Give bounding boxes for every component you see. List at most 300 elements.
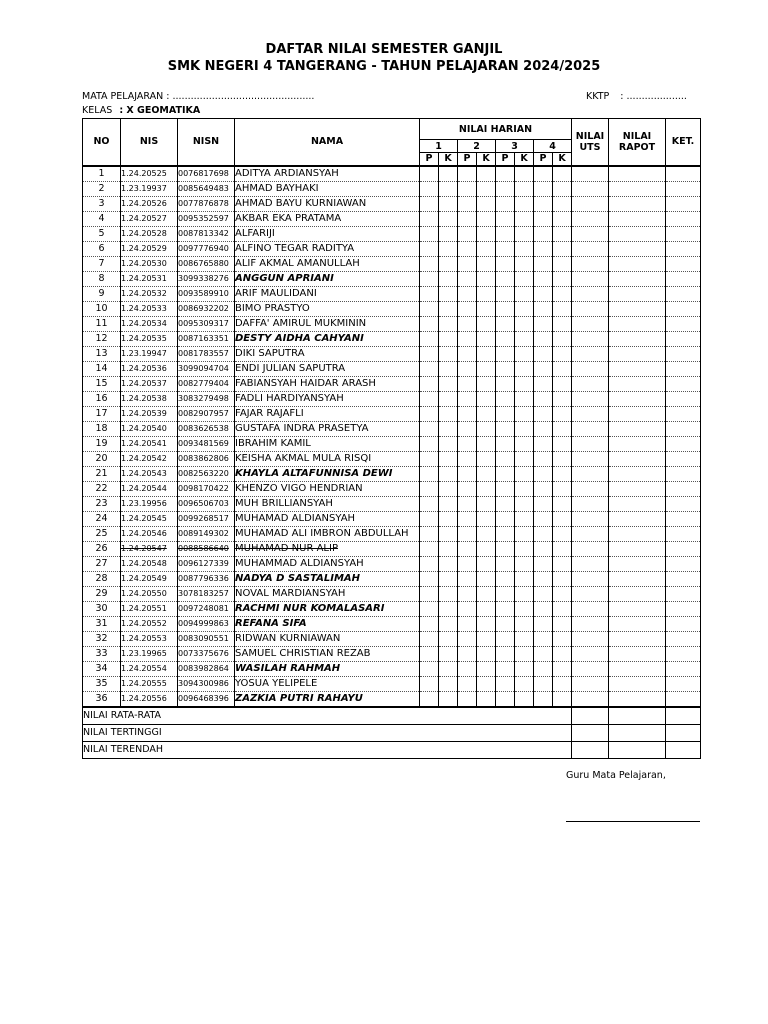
grade-cell[interactable]: [515, 346, 534, 361]
grade-cell[interactable]: [477, 691, 496, 707]
grade-cell[interactable]: [420, 301, 439, 316]
grade-cell[interactable]: [496, 346, 515, 361]
grade-cell[interactable]: [496, 451, 515, 466]
rapot-cell[interactable]: [609, 196, 666, 211]
uts-cell[interactable]: [572, 211, 609, 226]
ket-cell[interactable]: [666, 691, 701, 707]
grade-cell[interactable]: [439, 406, 458, 421]
uts-cell[interactable]: [572, 526, 609, 541]
uts-cell[interactable]: [572, 646, 609, 661]
grade-cell[interactable]: [477, 361, 496, 376]
grade-cell[interactable]: [553, 571, 572, 586]
grade-cell[interactable]: [534, 226, 553, 241]
ket-cell[interactable]: [666, 616, 701, 631]
grade-cell[interactable]: [439, 301, 458, 316]
rapot-cell[interactable]: [609, 496, 666, 511]
grade-cell[interactable]: [496, 316, 515, 331]
grade-cell[interactable]: [534, 241, 553, 256]
grade-cell[interactable]: [458, 631, 477, 646]
rapot-cell[interactable]: [609, 466, 666, 481]
grade-cell[interactable]: [458, 481, 477, 496]
grade-cell[interactable]: [496, 241, 515, 256]
rapot-cell[interactable]: [609, 286, 666, 301]
uts-cell[interactable]: [572, 376, 609, 391]
grade-cell[interactable]: [439, 316, 458, 331]
rapot-cell[interactable]: [609, 691, 666, 707]
grade-cell[interactable]: [477, 646, 496, 661]
grade-cell[interactable]: [534, 406, 553, 421]
grade-cell[interactable]: [439, 691, 458, 707]
grade-cell[interactable]: [515, 271, 534, 286]
grade-cell[interactable]: [534, 601, 553, 616]
grade-cell[interactable]: [553, 676, 572, 691]
grade-cell[interactable]: [477, 496, 496, 511]
grade-cell[interactable]: [534, 511, 553, 526]
ket-cell[interactable]: [666, 436, 701, 451]
grade-cell[interactable]: [458, 331, 477, 346]
grade-cell[interactable]: [534, 556, 553, 571]
ket-cell[interactable]: [666, 481, 701, 496]
grade-cell[interactable]: [534, 256, 553, 271]
grade-cell[interactable]: [477, 286, 496, 301]
grade-cell[interactable]: [515, 451, 534, 466]
rapot-cell[interactable]: [609, 256, 666, 271]
rapot-cell[interactable]: [609, 586, 666, 601]
grade-cell[interactable]: [420, 211, 439, 226]
ket-cell[interactable]: [666, 286, 701, 301]
grade-cell[interactable]: [477, 451, 496, 466]
grade-cell[interactable]: [534, 286, 553, 301]
grade-cell[interactable]: [477, 196, 496, 211]
grade-cell[interactable]: [553, 241, 572, 256]
grade-cell[interactable]: [515, 601, 534, 616]
grade-cell[interactable]: [553, 541, 572, 556]
grade-cell[interactable]: [496, 331, 515, 346]
grade-cell[interactable]: [420, 286, 439, 301]
grade-cell[interactable]: [496, 481, 515, 496]
grade-cell[interactable]: [534, 676, 553, 691]
grade-cell[interactable]: [458, 586, 477, 601]
grade-cell[interactable]: [439, 571, 458, 586]
grade-cell[interactable]: [496, 196, 515, 211]
grade-cell[interactable]: [420, 541, 439, 556]
grade-cell[interactable]: [534, 331, 553, 346]
rapot-cell[interactable]: [609, 556, 666, 571]
grade-cell[interactable]: [439, 196, 458, 211]
grade-cell[interactable]: [515, 691, 534, 707]
grade-cell[interactable]: [477, 241, 496, 256]
uts-cell[interactable]: [572, 166, 609, 182]
grade-cell[interactable]: [477, 316, 496, 331]
rapot-cell[interactable]: [609, 601, 666, 616]
grade-cell[interactable]: [534, 316, 553, 331]
grade-cell[interactable]: [477, 271, 496, 286]
ket-cell[interactable]: [666, 301, 701, 316]
grade-cell[interactable]: [420, 271, 439, 286]
uts-cell[interactable]: [572, 256, 609, 271]
grade-cell[interactable]: [534, 436, 553, 451]
grade-cell[interactable]: [534, 466, 553, 481]
grade-cell[interactable]: [439, 586, 458, 601]
grade-cell[interactable]: [515, 616, 534, 631]
uts-cell[interactable]: [572, 316, 609, 331]
grade-cell[interactable]: [477, 466, 496, 481]
grade-cell[interactable]: [515, 676, 534, 691]
grade-cell[interactable]: [515, 391, 534, 406]
grade-cell[interactable]: [458, 301, 477, 316]
grade-cell[interactable]: [458, 391, 477, 406]
grade-cell[interactable]: [534, 451, 553, 466]
grade-cell[interactable]: [534, 301, 553, 316]
rapot-cell[interactable]: [609, 331, 666, 346]
rapot-cell[interactable]: [609, 451, 666, 466]
grade-cell[interactable]: [534, 481, 553, 496]
grade-cell[interactable]: [458, 181, 477, 196]
grade-cell[interactable]: [439, 166, 458, 182]
grade-cell[interactable]: [553, 391, 572, 406]
grade-cell[interactable]: [515, 361, 534, 376]
grade-cell[interactable]: [553, 361, 572, 376]
grade-cell[interactable]: [496, 421, 515, 436]
ket-cell[interactable]: [666, 166, 701, 182]
grade-cell[interactable]: [439, 556, 458, 571]
grade-cell[interactable]: [553, 301, 572, 316]
grade-cell[interactable]: [420, 466, 439, 481]
grade-cell[interactable]: [439, 511, 458, 526]
rapot-cell[interactable]: [609, 676, 666, 691]
grade-cell[interactable]: [496, 436, 515, 451]
grade-cell[interactable]: [496, 256, 515, 271]
grade-cell[interactable]: [439, 481, 458, 496]
grade-cell[interactable]: [553, 496, 572, 511]
grade-cell[interactable]: [534, 541, 553, 556]
grade-cell[interactable]: [439, 361, 458, 376]
rapot-cell[interactable]: [609, 361, 666, 376]
uts-cell[interactable]: [572, 481, 609, 496]
grade-cell[interactable]: [420, 631, 439, 646]
ket-cell[interactable]: [666, 556, 701, 571]
grade-cell[interactable]: [553, 346, 572, 361]
grade-cell[interactable]: [420, 601, 439, 616]
grade-cell[interactable]: [458, 166, 477, 182]
ket-cell[interactable]: [666, 346, 701, 361]
grade-cell[interactable]: [553, 661, 572, 676]
grade-cell[interactable]: [553, 511, 572, 526]
grade-cell[interactable]: [553, 586, 572, 601]
grade-cell[interactable]: [477, 346, 496, 361]
uts-cell[interactable]: [572, 511, 609, 526]
grade-cell[interactable]: [439, 241, 458, 256]
ket-cell[interactable]: [666, 646, 701, 661]
grade-cell[interactable]: [477, 181, 496, 196]
grade-cell[interactable]: [553, 376, 572, 391]
grade-cell[interactable]: [496, 166, 515, 182]
grade-cell[interactable]: [458, 286, 477, 301]
grade-cell[interactable]: [420, 571, 439, 586]
grade-cell[interactable]: [515, 646, 534, 661]
grade-cell[interactable]: [515, 226, 534, 241]
ket-summary-cell[interactable]: [666, 741, 701, 758]
uts-cell[interactable]: [572, 361, 609, 376]
grade-cell[interactable]: [439, 646, 458, 661]
grade-cell[interactable]: [458, 571, 477, 586]
grade-cell[interactable]: [534, 196, 553, 211]
grade-cell[interactable]: [553, 316, 572, 331]
grade-cell[interactable]: [439, 466, 458, 481]
grade-cell[interactable]: [439, 601, 458, 616]
ket-summary-cell[interactable]: [666, 724, 701, 741]
grade-cell[interactable]: [553, 256, 572, 271]
rapot-summary-cell[interactable]: [609, 707, 666, 725]
grade-cell[interactable]: [553, 406, 572, 421]
grade-cell[interactable]: [515, 331, 534, 346]
grade-cell[interactable]: [553, 271, 572, 286]
uts-cell[interactable]: [572, 301, 609, 316]
grade-cell[interactable]: [458, 271, 477, 286]
grade-cell[interactable]: [420, 406, 439, 421]
grade-cell[interactable]: [553, 616, 572, 631]
grade-cell[interactable]: [496, 526, 515, 541]
grade-cell[interactable]: [496, 676, 515, 691]
grade-cell[interactable]: [496, 301, 515, 316]
rapot-cell[interactable]: [609, 346, 666, 361]
grade-cell[interactable]: [534, 346, 553, 361]
uts-cell[interactable]: [572, 436, 609, 451]
grade-cell[interactable]: [477, 676, 496, 691]
grade-cell[interactable]: [534, 586, 553, 601]
ket-cell[interactable]: [666, 586, 701, 601]
grade-cell[interactable]: [496, 391, 515, 406]
grade-cell[interactable]: [496, 406, 515, 421]
grade-cell[interactable]: [515, 466, 534, 481]
grade-cell[interactable]: [496, 646, 515, 661]
grade-cell[interactable]: [458, 361, 477, 376]
grade-cell[interactable]: [515, 286, 534, 301]
rapot-cell[interactable]: [609, 376, 666, 391]
grade-cell[interactable]: [439, 526, 458, 541]
uts-summary-cell[interactable]: [572, 707, 609, 725]
ket-cell[interactable]: [666, 466, 701, 481]
rapot-cell[interactable]: [609, 541, 666, 556]
uts-cell[interactable]: [572, 601, 609, 616]
grade-cell[interactable]: [439, 616, 458, 631]
grade-cell[interactable]: [553, 211, 572, 226]
grade-cell[interactable]: [477, 541, 496, 556]
grade-cell[interactable]: [515, 196, 534, 211]
uts-cell[interactable]: [572, 571, 609, 586]
grade-cell[interactable]: [420, 256, 439, 271]
grade-cell[interactable]: [496, 271, 515, 286]
rapot-summary-cell[interactable]: [609, 724, 666, 741]
rapot-cell[interactable]: [609, 181, 666, 196]
grade-cell[interactable]: [420, 481, 439, 496]
grade-cell[interactable]: [458, 661, 477, 676]
grade-cell[interactable]: [496, 616, 515, 631]
ket-cell[interactable]: [666, 241, 701, 256]
grade-cell[interactable]: [534, 661, 553, 676]
rapot-cell[interactable]: [609, 646, 666, 661]
ket-cell[interactable]: [666, 676, 701, 691]
grade-cell[interactable]: [420, 646, 439, 661]
ket-cell[interactable]: [666, 211, 701, 226]
rapot-cell[interactable]: [609, 436, 666, 451]
ket-cell[interactable]: [666, 406, 701, 421]
grade-cell[interactable]: [420, 166, 439, 182]
grade-cell[interactable]: [515, 241, 534, 256]
grade-cell[interactable]: [439, 541, 458, 556]
grade-cell[interactable]: [515, 256, 534, 271]
grade-cell[interactable]: [534, 571, 553, 586]
uts-cell[interactable]: [572, 331, 609, 346]
grade-cell[interactable]: [496, 631, 515, 646]
grade-cell[interactable]: [553, 691, 572, 707]
grade-cell[interactable]: [420, 241, 439, 256]
grade-cell[interactable]: [477, 166, 496, 182]
grade-cell[interactable]: [420, 346, 439, 361]
uts-cell[interactable]: [572, 556, 609, 571]
grade-cell[interactable]: [496, 541, 515, 556]
grade-cell[interactable]: [496, 571, 515, 586]
ket-cell[interactable]: [666, 526, 701, 541]
grade-cell[interactable]: [534, 496, 553, 511]
grade-cell[interactable]: [420, 691, 439, 707]
grade-cell[interactable]: [534, 391, 553, 406]
grade-cell[interactable]: [534, 376, 553, 391]
grade-cell[interactable]: [477, 301, 496, 316]
grade-cell[interactable]: [477, 256, 496, 271]
rapot-cell[interactable]: [609, 406, 666, 421]
grade-cell[interactable]: [420, 616, 439, 631]
uts-cell[interactable]: [572, 271, 609, 286]
grade-cell[interactable]: [496, 226, 515, 241]
grade-cell[interactable]: [553, 436, 572, 451]
grade-cell[interactable]: [477, 436, 496, 451]
grade-cell[interactable]: [458, 451, 477, 466]
grade-cell[interactable]: [458, 691, 477, 707]
rapot-cell[interactable]: [609, 526, 666, 541]
grade-cell[interactable]: [515, 526, 534, 541]
grade-cell[interactable]: [458, 436, 477, 451]
uts-cell[interactable]: [572, 226, 609, 241]
grade-cell[interactable]: [496, 181, 515, 196]
grade-cell[interactable]: [515, 421, 534, 436]
grade-cell[interactable]: [515, 571, 534, 586]
grade-cell[interactable]: [420, 331, 439, 346]
grade-cell[interactable]: [420, 361, 439, 376]
grade-cell[interactable]: [515, 511, 534, 526]
ket-cell[interactable]: [666, 181, 701, 196]
grade-cell[interactable]: [553, 196, 572, 211]
ket-cell[interactable]: [666, 421, 701, 436]
uts-cell[interactable]: [572, 346, 609, 361]
grade-cell[interactable]: [515, 436, 534, 451]
grade-cell[interactable]: [458, 196, 477, 211]
grade-cell[interactable]: [458, 526, 477, 541]
grade-cell[interactable]: [496, 286, 515, 301]
rapot-cell[interactable]: [609, 391, 666, 406]
grade-cell[interactable]: [534, 271, 553, 286]
grade-cell[interactable]: [553, 631, 572, 646]
grade-cell[interactable]: [477, 616, 496, 631]
grade-cell[interactable]: [515, 316, 534, 331]
grade-cell[interactable]: [534, 166, 553, 182]
grade-cell[interactable]: [496, 691, 515, 707]
grade-cell[interactable]: [515, 496, 534, 511]
grade-cell[interactable]: [515, 586, 534, 601]
ket-cell[interactable]: [666, 196, 701, 211]
grade-cell[interactable]: [420, 181, 439, 196]
grade-cell[interactable]: [458, 376, 477, 391]
ket-cell[interactable]: [666, 541, 701, 556]
uts-cell[interactable]: [572, 691, 609, 707]
ket-cell[interactable]: [666, 496, 701, 511]
grade-cell[interactable]: [420, 661, 439, 676]
grade-cell[interactable]: [439, 496, 458, 511]
ket-cell[interactable]: [666, 601, 701, 616]
uts-cell[interactable]: [572, 496, 609, 511]
grade-cell[interactable]: [458, 676, 477, 691]
uts-cell[interactable]: [572, 391, 609, 406]
grade-cell[interactable]: [553, 286, 572, 301]
grade-cell[interactable]: [477, 661, 496, 676]
grade-cell[interactable]: [439, 376, 458, 391]
grade-cell[interactable]: [515, 631, 534, 646]
grade-cell[interactable]: [420, 451, 439, 466]
ket-cell[interactable]: [666, 451, 701, 466]
grade-cell[interactable]: [458, 406, 477, 421]
rapot-cell[interactable]: [609, 661, 666, 676]
uts-summary-cell[interactable]: [572, 741, 609, 758]
ket-cell[interactable]: [666, 511, 701, 526]
grade-cell[interactable]: [477, 391, 496, 406]
grade-cell[interactable]: [496, 661, 515, 676]
grade-cell[interactable]: [420, 586, 439, 601]
ket-cell[interactable]: [666, 316, 701, 331]
grade-cell[interactable]: [496, 211, 515, 226]
grade-cell[interactable]: [439, 286, 458, 301]
grade-cell[interactable]: [553, 226, 572, 241]
grade-cell[interactable]: [458, 511, 477, 526]
grade-cell[interactable]: [496, 511, 515, 526]
grade-cell[interactable]: [553, 331, 572, 346]
grade-cell[interactable]: [420, 526, 439, 541]
grade-cell[interactable]: [534, 691, 553, 707]
ket-cell[interactable]: [666, 571, 701, 586]
grade-cell[interactable]: [420, 421, 439, 436]
grade-cell[interactable]: [496, 556, 515, 571]
grade-cell[interactable]: [534, 421, 553, 436]
grade-cell[interactable]: [420, 196, 439, 211]
rapot-cell[interactable]: [609, 301, 666, 316]
grade-cell[interactable]: [477, 406, 496, 421]
grade-cell[interactable]: [439, 391, 458, 406]
grade-cell[interactable]: [477, 601, 496, 616]
grade-cell[interactable]: [534, 211, 553, 226]
grade-cell[interactable]: [496, 496, 515, 511]
grade-cell[interactable]: [439, 631, 458, 646]
ket-cell[interactable]: [666, 631, 701, 646]
grade-cell[interactable]: [534, 181, 553, 196]
grade-cell[interactable]: [420, 391, 439, 406]
grade-cell[interactable]: [439, 211, 458, 226]
grade-cell[interactable]: [534, 646, 553, 661]
grade-cell[interactable]: [496, 601, 515, 616]
grade-cell[interactable]: [439, 331, 458, 346]
grade-cell[interactable]: [515, 211, 534, 226]
grade-cell[interactable]: [439, 436, 458, 451]
grade-cell[interactable]: [458, 541, 477, 556]
grade-cell[interactable]: [553, 466, 572, 481]
